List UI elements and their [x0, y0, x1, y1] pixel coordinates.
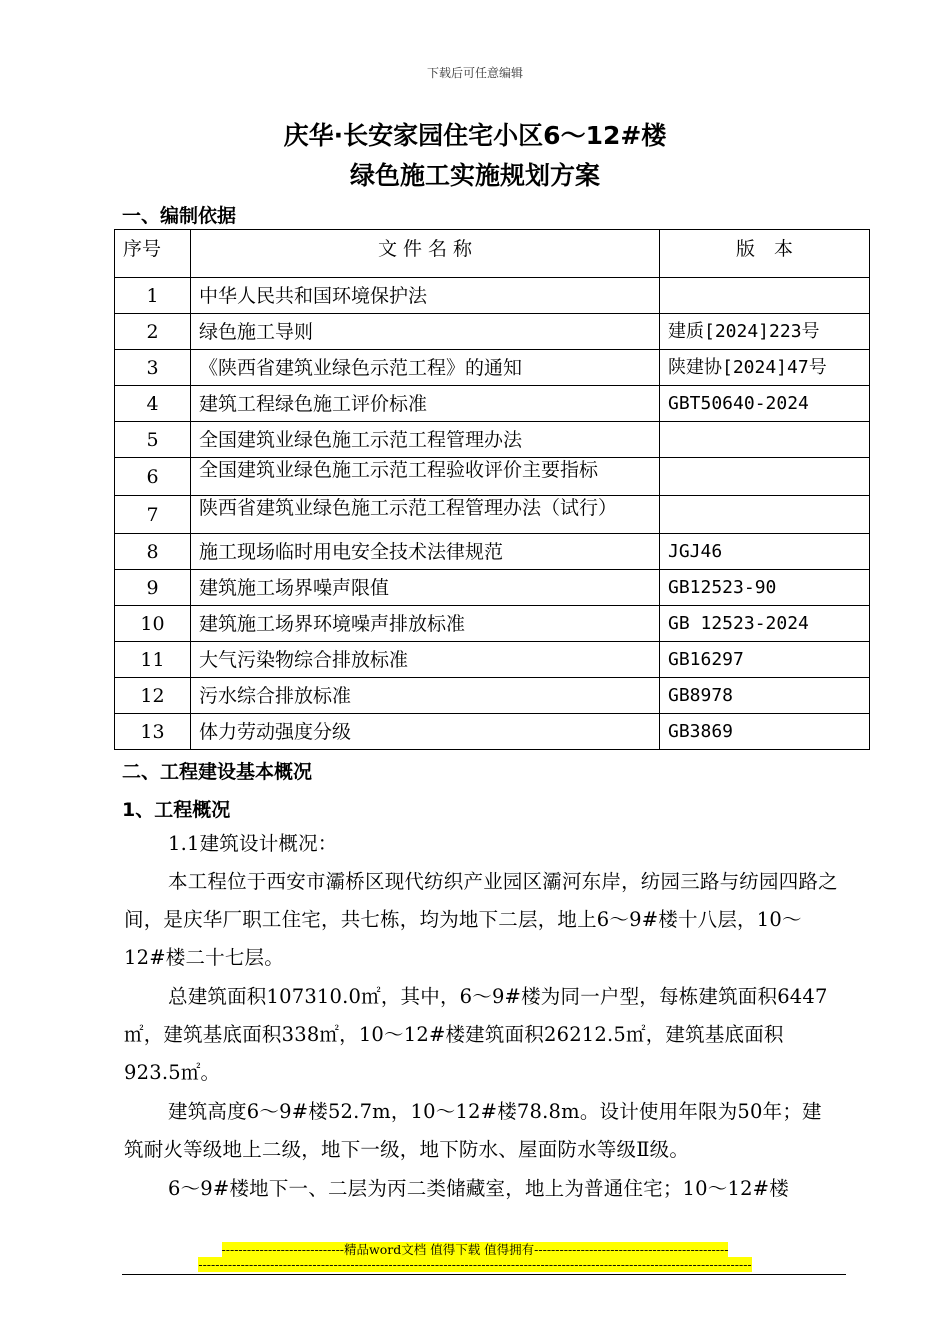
- table-row: [115, 422, 870, 458]
- document-title-line1: 庆华·长安家园住宅小区6～12#楼: [283, 121, 667, 150]
- table-row: [115, 386, 870, 422]
- document-name: 全国建筑业绿色施工示范工程管理办法: [191, 422, 660, 458]
- document-name: 《陕西省建筑业绿色示范工程》的通知: [191, 350, 660, 386]
- column-header-name: 文 件 名 称: [191, 230, 660, 278]
- row-number: 5: [115, 422, 191, 458]
- document-name: 污水综合排放标准: [191, 678, 660, 714]
- document-name: 施工现场临时用电安全技术法律规范: [191, 534, 660, 570]
- row-number: 1: [115, 278, 191, 314]
- row-number: 10: [115, 606, 191, 642]
- table-row: [115, 534, 870, 570]
- row-number: 11: [115, 642, 191, 678]
- table-row: [115, 606, 870, 642]
- column-header-version: 版 本: [660, 230, 870, 278]
- document-version: GB16297: [660, 642, 870, 678]
- document-version: [660, 278, 870, 314]
- document-version: JGJ46: [660, 534, 870, 570]
- table-row: [115, 678, 870, 714]
- document-version: [660, 458, 870, 496]
- row-number: 7: [115, 496, 191, 534]
- paragraph-usage: 6～9#楼地下一、二层为丙二类储藏室，地上为普通住宅；10～12#楼: [168, 1177, 789, 1200]
- document-name: [191, 496, 660, 534]
- paragraph-location: 本工程位于西安市灞桥区现代纺织产业园区灞河东岸，纺园三路与纺园四路之间，是庆华厂职工住宅，共七栋，均为地下二层，地上6～9#楼十八层，10～12#楼二十七层。: [124, 870, 838, 969]
- section2-heading: 二、工程建设基本概况: [122, 761, 313, 783]
- document-version: GB3869: [660, 714, 870, 750]
- document-title-line2: 绿色施工实施规划方案: [349, 161, 600, 190]
- reference-documents-table: [114, 229, 870, 750]
- document-name: 建筑施工场界噪声限值: [191, 570, 660, 606]
- column-header-no: 序号: [115, 230, 191, 278]
- table-row: [115, 458, 870, 496]
- row-number: 6: [115, 458, 191, 496]
- section1-heading: 一、编制依据: [122, 205, 237, 227]
- document-version: GB 12523-2024: [660, 606, 870, 642]
- table-row: [115, 570, 870, 606]
- row-number: 9: [115, 570, 191, 606]
- table-row: [115, 714, 870, 750]
- document-name: 绿色施工导则: [191, 314, 660, 350]
- sub-subsection-heading: 1.1建筑设计概况：: [168, 832, 338, 855]
- footer-line2-text: -----------------------------------------------------------------------------------------------------------------------------------: [198, 1257, 752, 1272]
- row-number: 4: [115, 386, 191, 422]
- row-number: 3: [115, 350, 191, 386]
- document-name: 体力劳动强度分级: [191, 714, 660, 750]
- paragraph-height: 建筑高度6～9#楼52.7m，10～12#楼78.8m。设计使用年限为50年；建筑耐火等级地上二级，地下一级，地下防水、屋面防水等级Ⅱ级。: [124, 1100, 822, 1161]
- document-name: [191, 458, 660, 496]
- table-row: [115, 496, 870, 534]
- row-number: 8: [115, 534, 191, 570]
- document-version: 建质[2024]223号: [660, 314, 870, 350]
- row-number: 13: [115, 714, 191, 750]
- document-version: GB8978: [660, 678, 870, 714]
- footer-line1-text: -----------------------------精品word文档 值得下载 值得拥有----------------------------------------------: [221, 1242, 729, 1257]
- table-row: [115, 350, 870, 386]
- document-version: [660, 496, 870, 534]
- footer-line1: [0, 1240, 950, 1258]
- table-row: [115, 314, 870, 350]
- table-row: [115, 642, 870, 678]
- table-header-row: [115, 230, 870, 278]
- row-number: 2: [115, 314, 191, 350]
- document-name-text: 全国建筑业绿色施工示范工程验收评价主要指标: [199, 459, 599, 481]
- page-header-note: 下载后可任意编辑: [426, 66, 523, 80]
- document-version: GB12523-90: [660, 570, 870, 606]
- footer-line2: [0, 1257, 950, 1272]
- row-number: 12: [115, 678, 191, 714]
- table-row: [115, 278, 870, 314]
- document-name: 建筑工程绿色施工评价标准: [191, 386, 660, 422]
- document-name: 中华人民共和国环境保护法: [191, 278, 660, 314]
- subsection-heading: 1、工程概况: [122, 799, 231, 821]
- footer-rule: [122, 1274, 846, 1275]
- document-version: GBT50640-2024: [660, 386, 870, 422]
- document-name: 建筑施工场界环境噪声排放标准: [191, 606, 660, 642]
- document-name-text: 陕西省建筑业绿色施工示范工程管理办法（试行）: [199, 497, 618, 519]
- document-version: [660, 422, 870, 458]
- document-name: 大气污染物综合排放标准: [191, 642, 660, 678]
- document-version: 陕建协[2024]47号: [660, 350, 870, 386]
- paragraph-area: 总建筑面积107310.0㎡，其中，6～9#楼为同一户型，每栋建筑面积6447㎡，建筑基底面积338㎡，10～12#楼建筑面积26212.5㎡，建筑基底面积923.5㎡。: [124, 985, 828, 1084]
